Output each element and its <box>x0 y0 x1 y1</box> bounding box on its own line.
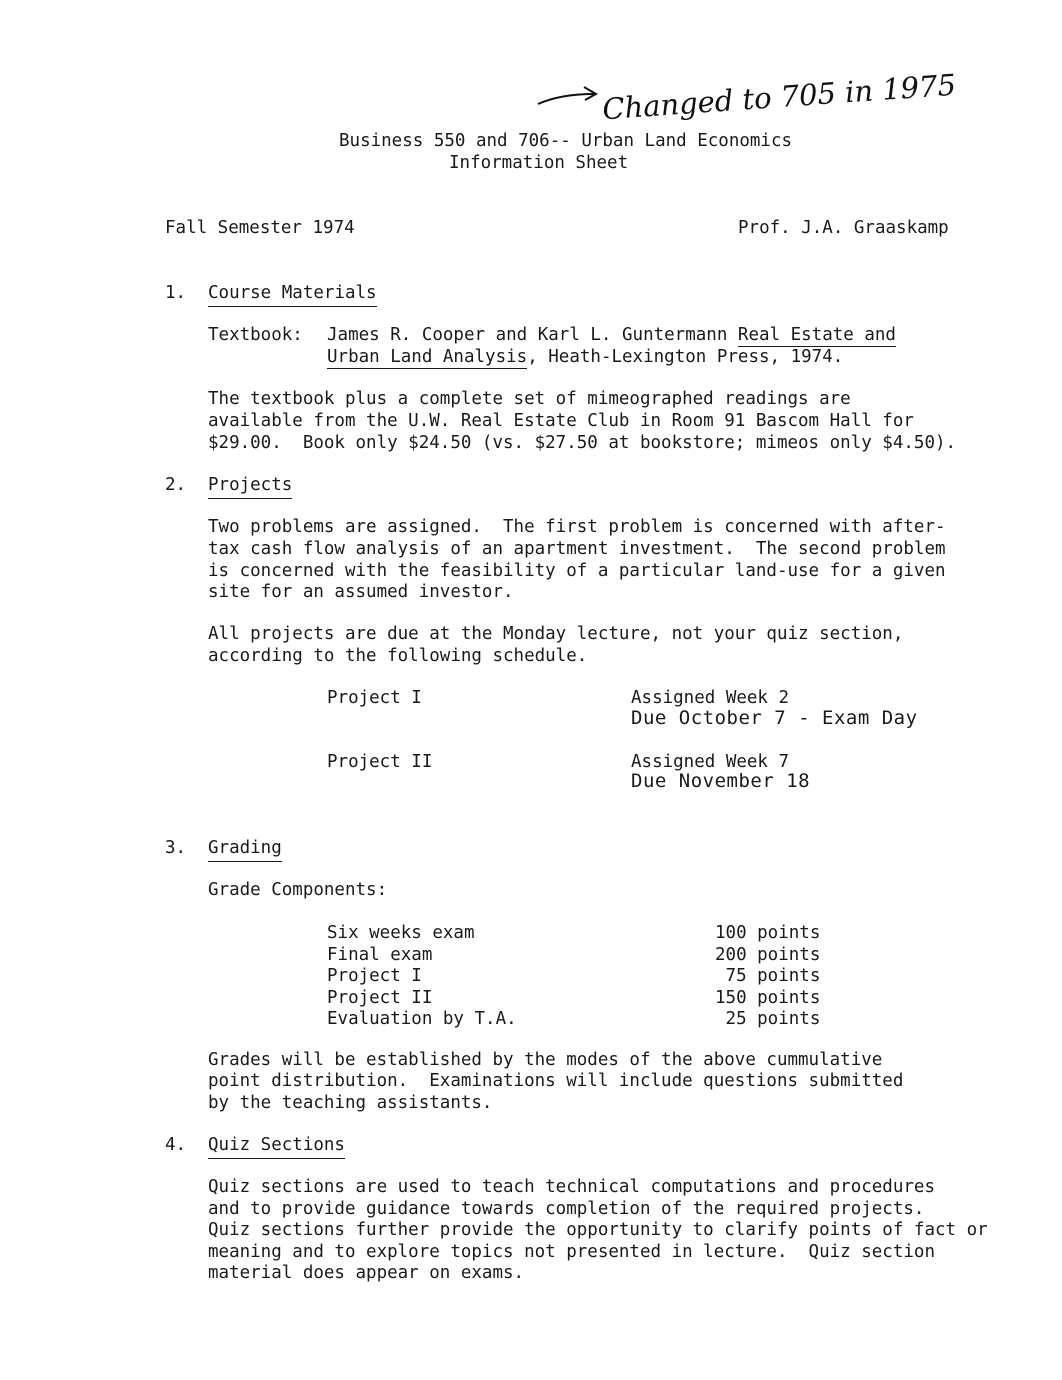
schedule-project-1-name: Project I <box>327 688 422 708</box>
textbook-citation-line-2: Urban Land Analysis, Heath-Lexington Press, 1974. <box>327 347 844 367</box>
grading-paragraph-line-2: point distribution. Examinations will include questions submitted <box>208 1071 904 1091</box>
projects-paragraph-1-line-3: is concerned with the feasibility of a particular land-use for a given <box>208 561 946 581</box>
projects-paragraph-1-line-4: site for an assumed investor. <box>208 582 514 602</box>
schedule-project-2-assigned: Assigned Week 7 <box>631 752 790 772</box>
handwritten-arrow <box>536 82 606 112</box>
projects-paragraph-2-line-2: according to the following schedule. <box>208 646 588 666</box>
textbook-label: Textbook: <box>208 325 303 345</box>
document-title: Business 550 and 706-- Urban Land Economics <box>339 131 793 151</box>
schedule-project-2-due: Due November 18 <box>631 770 811 792</box>
professor-name: Prof. J.A. Graaskamp <box>738 218 949 238</box>
projects-paragraph-2-line-1: All projects are due at the Monday lecture, not your quiz section, <box>208 624 904 644</box>
grade-item: Six weeks exam <box>327 923 475 943</box>
grade-points: 100 points <box>715 923 821 943</box>
grade-row <box>327 945 847 967</box>
quiz-paragraph-line-4: meaning and to explore topics not presented in lecture. Quiz section <box>208 1242 935 1262</box>
textbook-citation-line-1: James R. Cooper and Karl L. Guntermann Real Estate and <box>327 325 896 345</box>
grade-points: 150 points <box>715 987 821 1008</box>
section-1-title: Course Materials <box>208 283 377 307</box>
grade-components-table <box>327 923 847 1033</box>
grade-points: 75 points <box>715 966 821 986</box>
quiz-paragraph-line-1: Quiz sections are used to teach technical computations and procedures <box>208 1177 935 1197</box>
schedule-project-1-due: Due October 7 - Exam Day <box>631 707 918 729</box>
schedule-project-2-name: Project II <box>327 752 433 772</box>
section-1-number: 1. <box>165 283 187 303</box>
grade-points: 25 points <box>715 1009 821 1029</box>
document-subtitle: Information Sheet <box>449 153 629 173</box>
schedule-project-1-assigned: Assigned Week 2 <box>631 688 790 708</box>
section-3-number: 3. <box>165 838 187 858</box>
quiz-paragraph-line-3: Quiz sections further provide the opportunity to clarify points of fact or <box>208 1220 988 1240</box>
textbook-title-part-1: Real Estate and <box>737 325 896 345</box>
grade-item: Evaluation by T.A. <box>327 1009 517 1029</box>
section-4-title: Quiz Sections <box>208 1135 345 1159</box>
section-4-number: 4. <box>165 1135 187 1155</box>
grade-row <box>327 966 847 988</box>
section-2-title: Projects <box>208 475 292 499</box>
textbook-title-part-2: Urban Land Analysis <box>327 347 528 367</box>
grading-paragraph-line-1: Grades will be established by the modes of the above cummulative <box>208 1050 883 1070</box>
grade-row <box>327 988 847 1010</box>
quiz-paragraph-line-5: material does appear on exams. <box>208 1263 525 1283</box>
grade-item: Final exam <box>327 944 433 965</box>
grade-points: 200 points <box>715 944 821 965</box>
section-3-title: Grading <box>208 838 282 862</box>
semester-label: Fall Semester 1974 <box>165 218 355 238</box>
projects-paragraph-1-line-1: Two problems are assigned. The first problem is concerned with after- <box>208 517 946 537</box>
grade-components-label: Grade Components: <box>208 880 388 900</box>
grade-row <box>327 1009 847 1031</box>
materials-paragraph-line-1: The textbook plus a complete set of mimeographed readings are <box>208 389 851 409</box>
grade-item: Project I <box>327 966 422 986</box>
materials-paragraph-line-2: available from the U.W. Real Estate Club in Room 91 Bascom Hall for <box>208 411 914 431</box>
projects-paragraph-1-line-2: tax cash flow analysis of an apartment investment. The second problem <box>208 539 946 559</box>
materials-paragraph-line-3: $29.00. Book only $24.50 (vs. $27.50 at bookstore; mimeos only $4.50). <box>208 433 957 453</box>
grade-item: Project II <box>327 987 433 1008</box>
grading-paragraph-line-3: by the teaching assistants. <box>208 1093 493 1113</box>
handwritten-note: Changed to 705 in 1975 <box>601 67 957 127</box>
quiz-paragraph-line-2: and to provide guidance towards completion of the required projects. <box>208 1199 925 1219</box>
grade-row <box>327 923 847 945</box>
section-2-number: 2. <box>165 475 187 495</box>
